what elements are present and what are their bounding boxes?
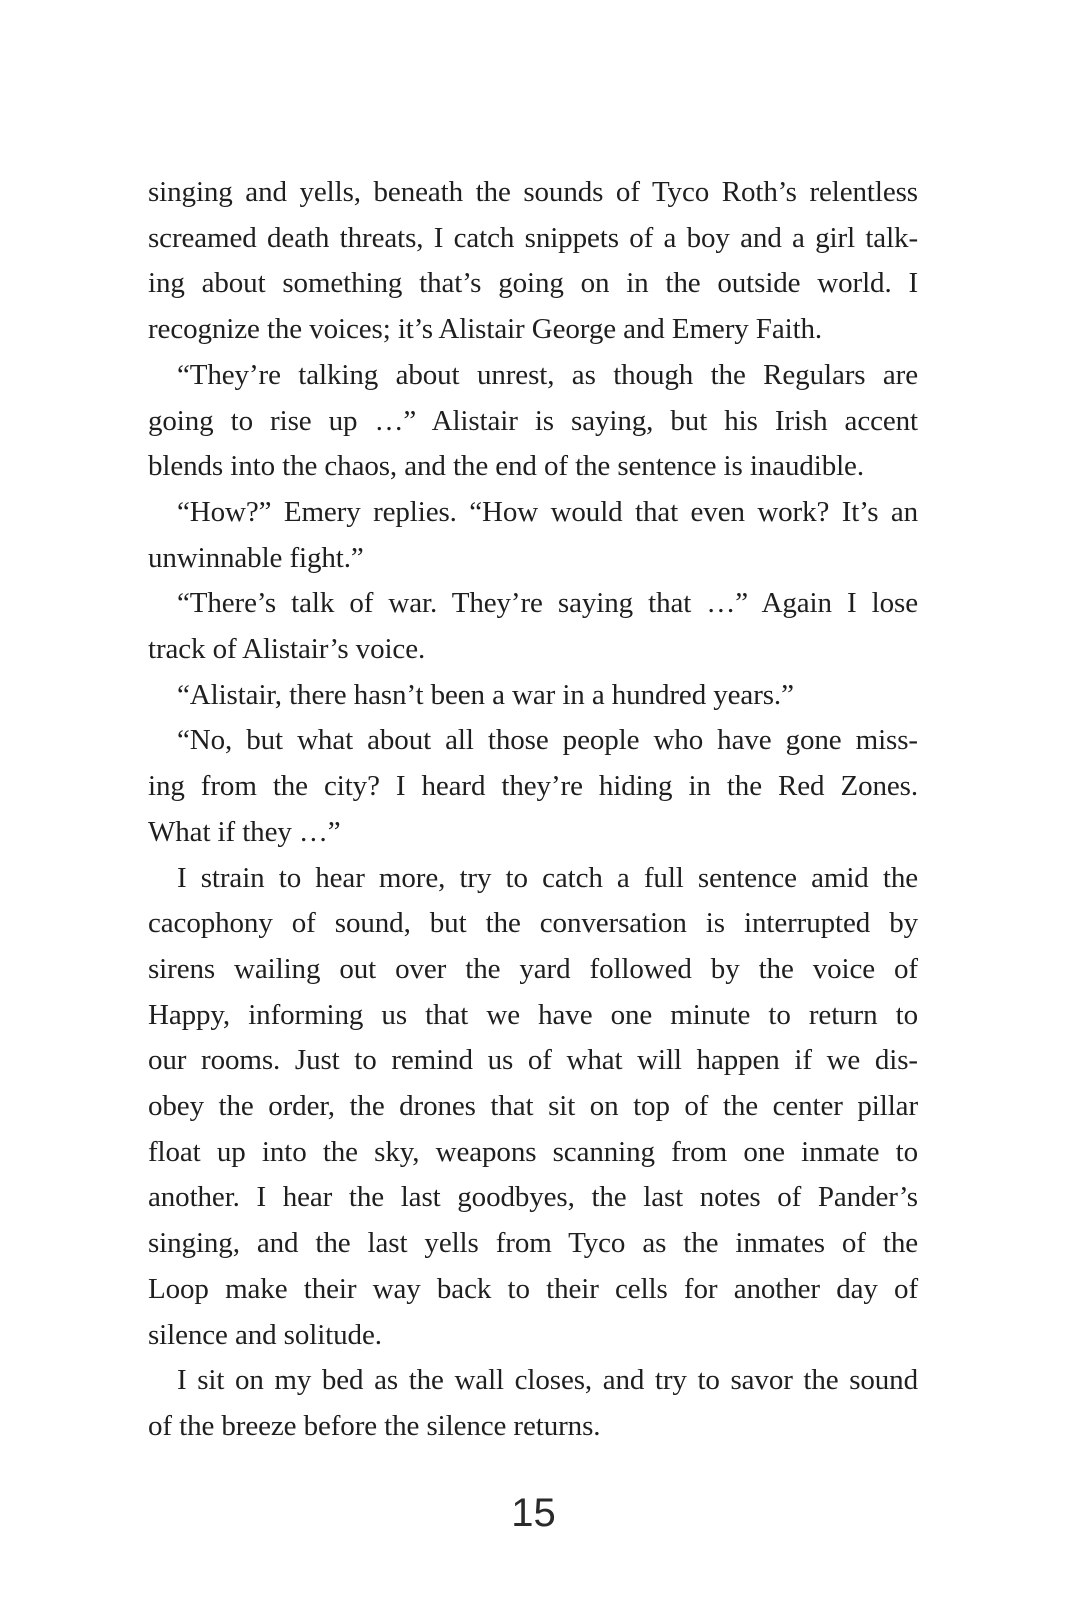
paragraph (148, 718, 918, 855)
text-line: obey the order, the drones that sit on top of the center pillar (148, 1090, 918, 1123)
text-line: singing and yells, beneath the sounds of Tyco Roth’s relentless (148, 176, 918, 208)
text-line: recognize the voices; it’s Alistair George and Emery Faith. (148, 313, 823, 346)
text-line: another. I hear the last goodbyes, the last notes of Pander’s (148, 1181, 918, 1214)
text-line: ing from the city? I heard they’re hiding in the Red Zones. (148, 770, 918, 803)
text-line: track of Alistair’s voice. (148, 633, 426, 666)
paragraph (148, 1358, 918, 1449)
text-line: of the breeze before the silence returns. (148, 1409, 601, 1442)
text-line: singing, and the last yells from Tyco as the inmates of the (148, 1227, 918, 1260)
text-line: blends into the chaos, and the end of the sentence is inaudible. (148, 450, 864, 483)
text-line: “No, but what about all those people who have gone miss- (177, 724, 918, 757)
text-line: cacophony of sound, but the conversation is interrupted by (148, 907, 918, 940)
text-line: unwinnable fight.” (148, 541, 364, 574)
text-line: “Alistair, there hasn’t been a war in a hundred years.” (177, 678, 794, 711)
text-line: float up into the sky, weapons scanning from one inmate to (148, 1135, 918, 1168)
text-line: What if they …” (148, 815, 341, 848)
text-line: “How?” Emery replies. “How would that even work? It’s an (177, 495, 918, 528)
text-line: Loop make their way back to their cells for another day of (148, 1272, 918, 1305)
paragraph (148, 856, 918, 1359)
text-line: sirens wailing out over the yard followed by the voice of (148, 952, 918, 985)
text-line: going to rise up …” Alistair is saying, but his Irish accent (148, 404, 918, 437)
text-line: screamed death threats, I catch snippets of a boy and a girl talk- (148, 221, 918, 254)
paragraph (148, 170, 918, 353)
text-block (148, 170, 918, 1450)
paragraph (148, 353, 918, 490)
text-line: Happy, informing us that we have one minute to return to (148, 998, 918, 1031)
paragraph (148, 490, 918, 581)
paragraph (148, 673, 918, 719)
page-number: 15 (511, 1491, 556, 1535)
text-line: I sit on my bed as the wall closes, and try to savor the sound (177, 1364, 918, 1397)
text-line: silence and solitude. (148, 1318, 382, 1351)
text-line: our rooms. Just to remind us of what will happen if we dis- (148, 1044, 918, 1077)
text-line: “They’re talking about unrest, as though the Regulars are (177, 358, 918, 391)
paragraph (148, 581, 918, 672)
text-line: ing about something that’s going on in the outside world. I (148, 267, 918, 300)
text-line: “There’s talk of war. They’re saying that …” Again I lose (177, 587, 918, 620)
text-line: I strain to hear more, try to catch a full sentence amid the (177, 861, 918, 894)
